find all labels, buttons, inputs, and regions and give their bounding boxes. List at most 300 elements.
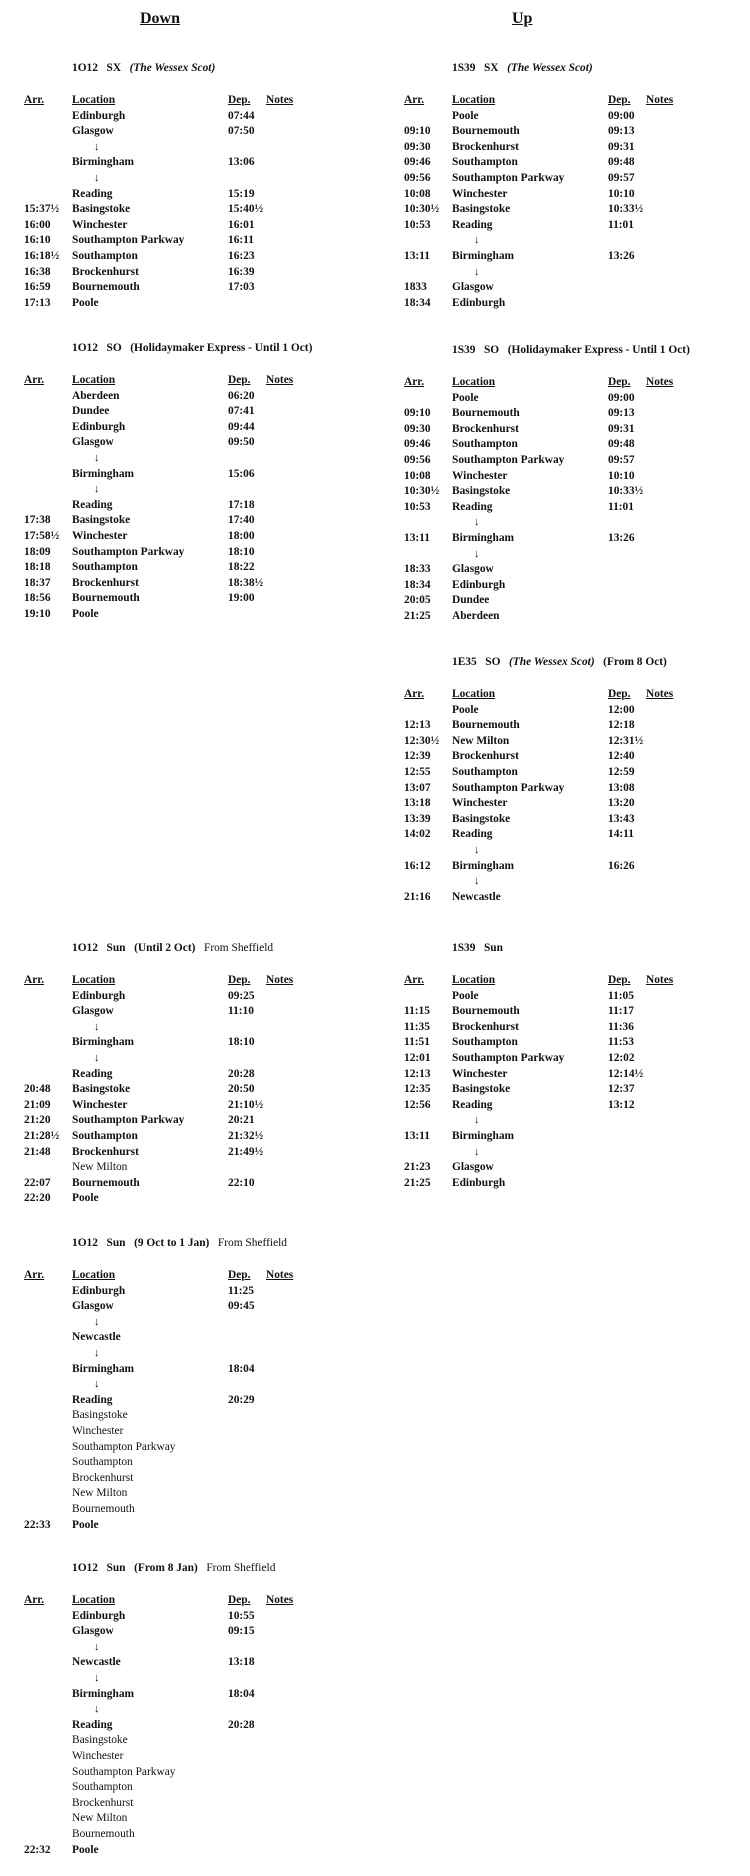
service-rows: [404, 375, 750, 625]
station-name: Bournemouth: [72, 1502, 135, 1515]
arrival-time: 21:23: [404, 1161, 431, 1174]
station-name: Bournemouth: [452, 719, 520, 732]
arrival-time: 20:48: [24, 1083, 51, 1096]
arrival-time: 12:13: [404, 1067, 431, 1080]
stop-row: [404, 749, 750, 765]
down-arrow-icon: ↓: [94, 451, 100, 464]
location-header: Location: [72, 1594, 116, 1606]
down-arrow-icon: ↓: [94, 140, 100, 153]
arrival-time: 13:18: [404, 797, 431, 810]
stop-row: [404, 202, 750, 218]
arrival-time: 17:13: [24, 296, 51, 309]
stop-row: [24, 1160, 384, 1176]
departure-time: 09:57: [608, 171, 635, 184]
station-name: Southampton: [72, 1781, 133, 1794]
arrival-time: 09:30: [404, 422, 431, 435]
arrival-time: 13:39: [404, 812, 431, 825]
departure-header: Dep.: [228, 374, 251, 386]
arrival-time: 12:13: [404, 719, 431, 732]
stop-row: [24, 576, 384, 592]
arrival-time: 12:01: [404, 1051, 431, 1064]
station-name: Brockenhurst: [72, 576, 139, 589]
stop-row: [24, 1004, 384, 1020]
station-name: Glasgow: [72, 1300, 114, 1313]
location-header: Location: [452, 376, 496, 388]
stop-row: [24, 1502, 384, 1518]
service-days: Sun: [106, 942, 126, 954]
arrow-row: [24, 1640, 384, 1656]
departure-time: 10:33½: [608, 203, 644, 216]
arrival-time: 13:11: [404, 1129, 430, 1142]
stop-row: [404, 437, 750, 453]
stop-row: [24, 1471, 384, 1487]
station-name: Bournemouth: [452, 1005, 520, 1018]
station-name: Birmingham: [72, 156, 135, 169]
arrival-time: 12:35: [404, 1083, 431, 1096]
departure-time: 21:49½: [228, 1145, 264, 1158]
departure-time: 13:43: [608, 812, 635, 825]
stop-row: [24, 265, 384, 281]
stop-row: [404, 1051, 750, 1067]
arrival-time: 16:18½: [24, 249, 60, 262]
service-rows: [24, 93, 384, 311]
departure-time: 13:26: [608, 249, 635, 262]
service-name: (9 Oct to 1 Jan): [134, 1237, 210, 1249]
notes-header: Notes: [646, 688, 674, 700]
arrival-time: 09:56: [404, 453, 431, 466]
departure-time: 09:44: [228, 420, 255, 433]
stop-row: [404, 280, 750, 296]
station-name: Poole: [72, 1192, 99, 1205]
station-name: Southampton Parkway: [72, 1114, 185, 1127]
service-note: From Sheffield: [206, 1562, 276, 1574]
departure-time: 11:01: [608, 218, 634, 231]
arrow-row: [24, 1315, 384, 1331]
arrival-time: 16:00: [24, 218, 51, 231]
departure-header: Dep.: [228, 974, 251, 986]
service-rows: [404, 93, 750, 311]
stop-row: [24, 187, 384, 203]
arrival-time: 22:33: [24, 1518, 51, 1531]
arrival-time: 10:30½: [404, 203, 440, 216]
departure-time: 09:50: [228, 436, 255, 449]
station-name: Winchester: [72, 218, 128, 231]
departure-time: 13:26: [608, 531, 635, 544]
stop-row: [24, 560, 384, 576]
stop-row: [24, 109, 384, 125]
departure-time: 15:40½: [228, 203, 264, 216]
stop-row: [404, 1082, 750, 1098]
stop-row: [24, 529, 384, 545]
departure-time: 12:18: [608, 719, 635, 732]
service-rows: [24, 1593, 384, 1858]
stop-row: [24, 1145, 384, 1161]
service-code: 1O12: [72, 1237, 98, 1249]
station-name: Southampton Parkway: [452, 1051, 565, 1064]
departure-time: 07:41: [228, 405, 255, 418]
service-days: SO: [485, 656, 501, 668]
departure-time: 21:32½: [228, 1129, 264, 1142]
station-name: Birmingham: [72, 1362, 135, 1375]
service-rows: [24, 973, 384, 1207]
service-title: [452, 344, 698, 356]
station-name: Edinburgh: [72, 1609, 126, 1622]
departure-time: 09:48: [608, 438, 635, 451]
service-title: [452, 942, 512, 954]
stop-row: [24, 1780, 384, 1796]
arrival-time: 18:37: [24, 576, 51, 589]
service-name: (The Wessex Scot): [508, 656, 595, 668]
stop-row: [24, 513, 384, 529]
column-header-row: [404, 687, 750, 703]
station-name: Brockenhurst: [452, 140, 519, 153]
station-name: Bournemouth: [72, 592, 140, 605]
stop-row: [404, 578, 750, 594]
departure-time: 10:10: [608, 469, 635, 482]
stop-row: [24, 1393, 384, 1409]
station-name: Basingstoke: [452, 1083, 511, 1096]
departure-time: 11:01: [608, 500, 634, 513]
arrival-time: 13:11: [404, 249, 430, 262]
stop-row: [404, 734, 750, 750]
down-arrow-icon: ↓: [94, 1640, 100, 1653]
station-name: Southampton: [452, 1036, 518, 1049]
stop-row: [404, 1067, 750, 1083]
down-arrow-icon: ↓: [94, 1671, 100, 1684]
arrow-row: [404, 1145, 750, 1161]
arrival-time: 18:33: [404, 563, 431, 576]
stop-row: [24, 389, 384, 405]
service-title: [72, 1237, 296, 1249]
service-days: Sun: [106, 1237, 126, 1249]
arrival-time: 21:20: [24, 1114, 51, 1127]
arrival-time: 16:38: [24, 265, 51, 278]
station-name: Bournemouth: [72, 1827, 135, 1840]
down-arrow-icon: ↓: [94, 171, 100, 184]
stop-row: [24, 1827, 384, 1843]
arrival-time: 1833: [404, 281, 427, 294]
service-name: (The Wessex Scot): [507, 62, 593, 74]
station-name: Brockenhurst: [452, 1020, 519, 1033]
stop-row: [24, 1749, 384, 1765]
stop-row: [404, 500, 750, 516]
departure-time: 09:45: [228, 1300, 255, 1313]
stop-row: [24, 1843, 384, 1859]
service-note: From Sheffield: [217, 1237, 287, 1249]
arrival-time: 12:30½: [404, 734, 440, 747]
station-name: Basingstoke: [452, 812, 511, 825]
departure-time: 10:33½: [608, 485, 644, 498]
departure-time: 19:00: [228, 592, 255, 605]
station-name: Poole: [72, 296, 99, 309]
stop-row: [24, 1191, 384, 1207]
station-name: Southampton Parkway: [72, 1765, 176, 1778]
departure-time: 15:06: [228, 467, 255, 480]
station-name: Southampton: [452, 156, 518, 169]
arrow-row: [24, 140, 384, 156]
station-name: Reading: [452, 1098, 493, 1111]
stop-row: [404, 109, 750, 125]
station-name: Aberdeen: [72, 389, 120, 402]
station-name: Brockenhurst: [72, 265, 139, 278]
station-name: Edinburgh: [72, 109, 126, 122]
station-name: Birmingham: [72, 1687, 135, 1700]
stop-row: [24, 1362, 384, 1378]
station-name: Basingstoke: [72, 1734, 128, 1747]
station-name: Winchester: [72, 1098, 128, 1111]
stop-row: [404, 155, 750, 171]
arrival-header: Arr.: [404, 688, 425, 700]
departure-time: 20:28: [228, 1067, 255, 1080]
notes-header: Notes: [266, 974, 294, 986]
service-rows: [24, 373, 384, 623]
arrival-time: 10:30½: [404, 485, 440, 498]
stop-row: [404, 765, 750, 781]
stop-row: [24, 1067, 384, 1083]
station-name: Winchester: [72, 1424, 124, 1437]
departure-time: 07:50: [228, 125, 255, 138]
service-title: [72, 62, 224, 74]
arrival-time: 20:05: [404, 594, 431, 607]
stop-row: [24, 233, 384, 249]
arrow-row: [24, 1377, 384, 1393]
stop-row: [24, 607, 384, 623]
station-name: Edinburgh: [72, 1284, 126, 1297]
location-header: Location: [72, 974, 116, 986]
departure-time: 09:25: [228, 989, 255, 1002]
station-name: Reading: [72, 1067, 113, 1080]
stop-row: [24, 280, 384, 296]
stop-row: [24, 1440, 384, 1456]
station-name: Southampton Parkway: [72, 545, 185, 558]
location-header: Location: [72, 1269, 116, 1281]
departure-time: 09:15: [228, 1625, 255, 1638]
stop-row: [24, 545, 384, 561]
arrival-time: 11:15: [404, 1005, 430, 1018]
stop-row: [404, 296, 750, 312]
departure-time: 13:18: [228, 1656, 255, 1669]
stop-row: [404, 1160, 750, 1176]
departure-time: 11:10: [228, 1005, 254, 1018]
service-code: 1O12: [72, 1562, 98, 1574]
stop-row: [404, 469, 750, 485]
station-name: Glasgow: [72, 1005, 114, 1018]
stop-row: [404, 406, 750, 422]
arrow-row: [404, 265, 750, 281]
departure-time: 12:31½: [608, 734, 644, 747]
station-name: Poole: [452, 703, 479, 716]
arrow-row: [404, 843, 750, 859]
down-arrow-icon: ↓: [474, 875, 480, 888]
departure-time: 20:50: [228, 1083, 255, 1096]
departure-header: Dep.: [608, 94, 631, 106]
station-name: Basingstoke: [72, 1083, 131, 1096]
service-note: From Sheffield: [203, 942, 274, 954]
departure-time: 14:11: [608, 828, 634, 841]
down-arrow-icon: ↓: [94, 1315, 100, 1328]
service-extra: (From 8 Oct): [603, 656, 667, 668]
arrival-time: 21:25: [404, 1176, 431, 1189]
departure-time: 13:08: [608, 781, 635, 794]
station-name: Poole: [452, 109, 479, 122]
departure-time: 11:53: [608, 1036, 634, 1049]
departure-header: Dep.: [228, 94, 251, 106]
stop-row: [404, 593, 750, 609]
stop-row: [24, 1299, 384, 1315]
stop-row: [404, 1020, 750, 1036]
arrival-time: 22:20: [24, 1192, 51, 1205]
station-name: Poole: [72, 1518, 99, 1531]
departure-time: 18:38½: [228, 576, 264, 589]
location-header: Location: [452, 688, 496, 700]
station-name: Bournemouth: [72, 281, 140, 294]
departure-time: 09:57: [608, 453, 635, 466]
station-name: Edinburgh: [452, 578, 506, 591]
arrival-time: 22:32: [24, 1843, 51, 1856]
departure-time: 15:19: [228, 187, 255, 200]
stop-row: [24, 1424, 384, 1440]
station-name: Winchester: [452, 1067, 508, 1080]
station-name: Poole: [452, 989, 479, 1002]
station-name: Birmingham: [452, 859, 515, 872]
stop-row: [404, 422, 750, 438]
service-days: SO: [106, 342, 122, 354]
stop-row: [24, 218, 384, 234]
station-name: Winchester: [452, 797, 508, 810]
column-header-row: [24, 1268, 384, 1284]
departure-header: Dep.: [228, 1594, 251, 1606]
departure-time: 18:04: [228, 1687, 255, 1700]
stop-row: [404, 1176, 750, 1192]
arrival-time: 21:16: [404, 890, 431, 903]
stop-row: [404, 796, 750, 812]
departure-time: 09:00: [608, 391, 635, 404]
departure-time: 16:11: [228, 234, 254, 247]
departure-time: 12:00: [608, 703, 635, 716]
arrow-row: [24, 451, 384, 467]
stop-row: [24, 1284, 384, 1300]
stop-row: [24, 1455, 384, 1471]
station-name: Edinburgh: [452, 296, 506, 309]
stop-row: [24, 1796, 384, 1812]
service-code: 1O12: [72, 342, 98, 354]
stop-row: [404, 391, 750, 407]
service-rows: [404, 973, 750, 1191]
arrow-row: [24, 1346, 384, 1362]
service-code: 1S39: [452, 942, 476, 954]
down-arrow-icon: ↓: [94, 1346, 100, 1359]
arrow-row: [404, 233, 750, 249]
arrival-time: 16:12: [404, 859, 431, 872]
stop-row: [24, 1113, 384, 1129]
departure-time: 12:02: [608, 1051, 635, 1064]
departure-time: 12:37: [608, 1083, 635, 1096]
arrival-time: 10:53: [404, 500, 431, 513]
location-header: Location: [72, 94, 116, 106]
stop-row: [24, 1098, 384, 1114]
departure-header: Dep.: [608, 974, 631, 986]
station-name: Bournemouth: [452, 407, 520, 420]
departure-time: 09:31: [608, 140, 635, 153]
station-name: Newcastle: [72, 1656, 121, 1669]
column-header-row: [24, 373, 384, 389]
departure-time: 20:29: [228, 1393, 255, 1406]
arrival-time: 18:18: [24, 561, 51, 574]
notes-header: Notes: [266, 1269, 294, 1281]
station-name: New Milton: [452, 734, 510, 747]
arrival-time: 17:38: [24, 514, 51, 527]
arrival-time: 21:25: [404, 609, 431, 622]
arrival-time: 19:10: [24, 607, 51, 620]
departure-time: 09:00: [608, 109, 635, 122]
station-name: Birmingham: [452, 1129, 515, 1142]
stop-row: [24, 1330, 384, 1346]
departure-time: 16:01: [228, 218, 255, 231]
down-arrow-icon: ↓: [474, 843, 480, 856]
departure-time: 09:31: [608, 422, 635, 435]
station-name: Southampton: [72, 1129, 138, 1142]
stop-row: [404, 718, 750, 734]
departure-time: 20:21: [228, 1114, 255, 1127]
stop-row: [404, 1098, 750, 1114]
station-name: Southampton: [72, 1456, 133, 1469]
station-name: Brockenhurst: [72, 1471, 134, 1484]
arrival-header: Arr.: [404, 974, 425, 986]
station-name: Reading: [72, 187, 113, 200]
station-name: Newcastle: [72, 1331, 121, 1344]
service-name: (From 8 Jan): [134, 1562, 198, 1574]
column-header-row: [24, 93, 384, 109]
arrival-time: 09:10: [404, 407, 431, 420]
station-name: Basingstoke: [72, 1409, 128, 1422]
station-name: Southampton: [72, 561, 138, 574]
arrival-time: 09:30: [404, 140, 431, 153]
departure-time: 18:22: [228, 561, 255, 574]
stop-row: [24, 1655, 384, 1671]
stop-row: [404, 989, 750, 1005]
stop-row: [404, 453, 750, 469]
departure-header: Dep.: [608, 688, 631, 700]
arrival-time: 14:02: [404, 828, 431, 841]
departure-time: 12:40: [608, 750, 635, 763]
station-name: Reading: [452, 828, 493, 841]
arrow-row: [24, 1702, 384, 1718]
departure-time: 11:05: [608, 989, 634, 1002]
stop-row: [404, 218, 750, 234]
service-title: [72, 942, 282, 954]
stop-row: [404, 140, 750, 156]
departure-time: 11:25: [228, 1284, 254, 1297]
departure-time: 17:40: [228, 514, 255, 527]
stop-row: [24, 467, 384, 483]
arrow-row: [404, 547, 750, 563]
arrival-time: 11:35: [404, 1020, 430, 1033]
location-header: Location: [452, 974, 496, 986]
stop-row: [404, 1035, 750, 1051]
arrival-time: 17:58½: [24, 529, 60, 542]
arrival-header: Arr.: [24, 1594, 45, 1606]
down-heading: Down: [140, 10, 181, 27]
stop-row: [24, 1687, 384, 1703]
service-name: (Until 2 Oct): [134, 942, 196, 954]
arrival-time: 12:56: [404, 1098, 431, 1111]
stop-row: [404, 562, 750, 578]
station-name: New Milton: [72, 1161, 128, 1174]
stop-row: [24, 1718, 384, 1734]
arrival-header: Arr.: [404, 94, 425, 106]
column-header-row: [404, 93, 750, 109]
station-name: Dundee: [452, 594, 490, 607]
